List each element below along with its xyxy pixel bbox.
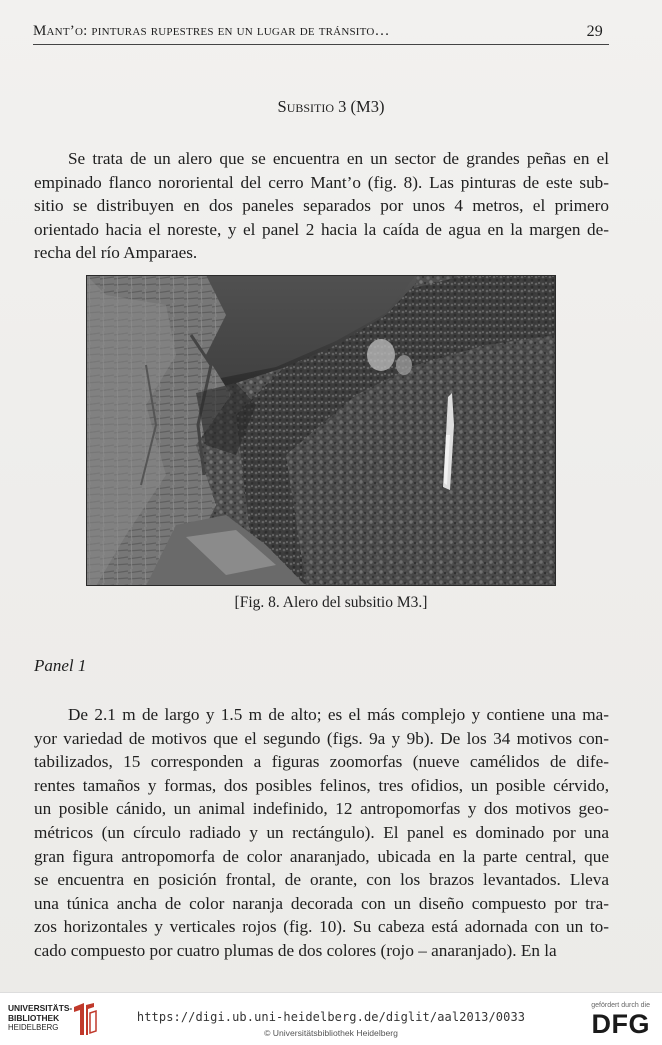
text-line: empinado flanco nororiental del cerro Mant’o (fig. 8). Las pinturas de este sub- [34,172,609,192]
figure-caption: [Fig. 8. Alero del subsitio M3.] [234,594,428,611]
dfg-logo: DFG [591,1009,650,1039]
permalink-url[interactable]: https://digi.ub.uni-heidelberg.de/diglit/aal2013/0033 [136,1010,526,1024]
section-heading [0,97,662,117]
text-line: un posible cánido, un animal indefinido, 12 antropomorfas y dos motivos geo- [34,799,609,819]
running-header [33,22,609,45]
text-line: De 2.1 m de largo y 1.5 m de alto; es el más complejo y contiene una ma- [68,705,609,724]
text-line: zos horizontales y verticales rojos (fig. 10). Su cabeza está adornada con un to- [34,917,609,937]
text-line: tabilizados, 15 corresponden a figuras zoomorfas (nueve camélidos de dife- [34,752,609,772]
dfg-logo-block[interactable] [580,1001,650,1039]
figure-8-photo [86,275,556,586]
paragraph-panel-1 [34,703,609,963]
funding-note: gefördert durch die [591,1002,650,1009]
text-line: rentes tamaños y formas, dos posibles felinos, tres ofidios, un posible cérvido, [34,775,609,795]
running-header-title: Mant’o: pinturas rupestres en un lugar de tránsito… [33,23,390,39]
rock-shelter-photo [86,275,556,586]
library-name-line: UNIVERSITÄTS- [8,1003,73,1013]
section-heading-word: Subsitio [277,97,335,116]
library-name-line: HEIDELBERG [8,1023,59,1032]
text-line: gran figura antropomorfa de color anaranjado, ubicada en la parte central, que [34,846,609,866]
section-heading-code: 3 (M3) [338,97,385,116]
library-name-line: BIBLIOTHEK [8,1012,60,1023]
text-line: yor variedad de motivos que el segundo (figs. 9a y 9b). De los 34 motivos con- [34,728,609,748]
text-line: recha del río Amparaes. [34,243,198,263]
text-line: se encuentra en posición frontal, de orante, con los brazos levantados. Lleva [34,870,609,890]
text-line: métricos (un círculo radiado y un rectángulo). El panel es dominado por una [34,822,609,842]
panel-heading: Panel 1 [34,656,87,675]
paragraph-intro [34,147,609,265]
text-line: Se trata de un alero que se encuentra en un sector de grandes peñas en el [68,149,609,168]
copyright-notice: © Universitätsbibliothek Heidelberg [264,1028,398,1038]
text-line: cado compuesto por cuatro plumas de dos colores (rojo – anaranjado). En la [34,940,557,960]
text-line: una túnica ancha de color naranja decorada con un diseño compuesto por tra- [34,893,609,913]
text-line: sitio se distribuyen en dos paneles separados por unos 4 metros, el primero [34,196,609,216]
page-number: 29 [586,23,603,40]
digital-library-footer [0,992,662,1045]
text-line: orientado hacia el noreste, y el panel 2 hacia la caída de agua en la margen de- [34,219,609,239]
